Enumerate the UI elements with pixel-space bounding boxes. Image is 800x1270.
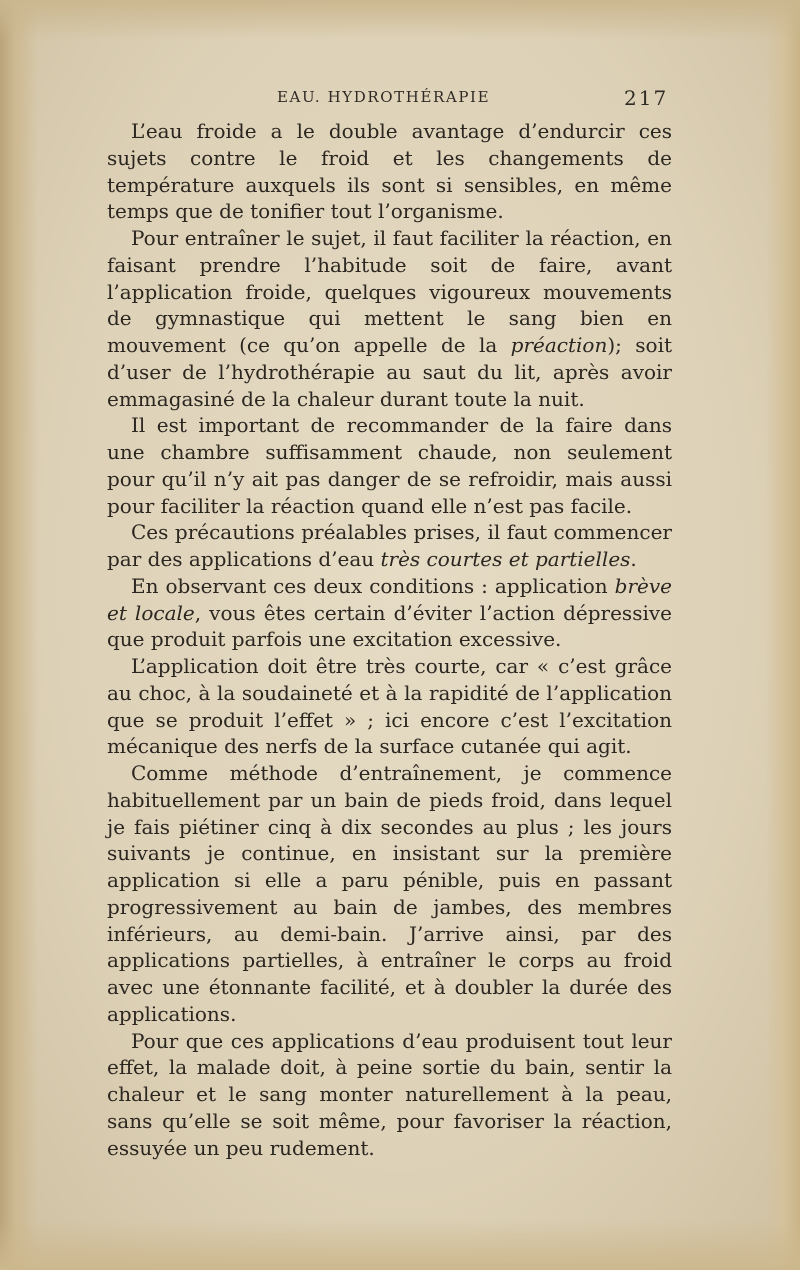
body-text <box>107 118 672 1161</box>
text-segment: Ces précautions préalables prises, il faut commencer par des applications d’eau <box>107 520 672 571</box>
paragraph <box>107 760 672 1028</box>
italic-text-segment: très courtes et partielles <box>380 547 631 571</box>
running-head <box>0 86 800 112</box>
page-number: 217 <box>624 86 669 110</box>
text-segment: L’eau froide a le double avantage d’endurcir ces sujets contre le froid et les changements de température auxquels ils sont si sensibles, en même temps que de tonifier tout l’organisme. <box>107 119 672 224</box>
paragraph <box>107 1028 672 1162</box>
page-edge-shadow-right <box>766 0 800 1270</box>
page-edge-shadow-top <box>0 0 800 40</box>
italic-text-segment: préaction <box>510 333 608 357</box>
text-segment: , vous êtes certain d’éviter l’action dépressive que produit parfois une excitation excessive. <box>107 600 672 652</box>
text-segment: L’application doit être très courte, car « c’est grâce au choc, à la soudaineté et à la rapidité de l’application que se produit l’effet » ; ici encore c’est l’excitation mécanique des nerfs de la surface cutanée qui agit. <box>107 654 672 759</box>
paragraph <box>107 412 672 519</box>
text-segment: Il est important de recommander de la faire dans une chambre suffisamment chaude, non seulement pour qu’il n’y ait pas danger de se refroidir, mais aussi pour faciliter la réaction quand elle n’est pas facile. <box>107 413 672 518</box>
running-title: EAU. HYDROTHÉRAPIE <box>277 88 491 106</box>
paragraph <box>107 519 672 573</box>
paragraph <box>107 118 672 225</box>
italic-text-segment: brève et locale <box>107 573 672 625</box>
paragraph <box>107 573 672 653</box>
text-segment: . <box>630 547 637 571</box>
text-segment: Pour entraîner le sujet, il faut faciliter la réaction, en faisant prendre l’habitude soit de faire, avant l’application froide, quelques vigoureux mouvements de gymnastique qui mettent le sang bien en mouvement (ce qu’on appelle de la <box>107 226 672 357</box>
paragraph <box>107 653 672 760</box>
page-edge-shadow-left <box>0 0 38 1270</box>
text-segment: Pour que ces applications d’eau produisent tout leur effet, la malade doit, à peine sortie du bain, sentir la chaleur et le sang monter naturellement à la peau, sans qu’elle se soit même, pour favoriser la réaction, essuyée un peu rudement. <box>107 1028 672 1160</box>
paragraph <box>107 225 672 412</box>
text-segment: ); soit d’user de l’hydrothérapie au saut du lit, après avoir emmagasiné de la chaleur durant toute la nuit. <box>107 333 673 411</box>
text-segment: Comme méthode d’entraînement, je commence habituellement par un bain de pieds froid, dans lequel je fais piétiner cinq à dix secondes au plus ; les jours suivants je continue, en insistant sur la première application si elle a paru pénible, puis en passant progressivement au bain de jambes, des membres inférieurs, au demi-bain. J’arrive ainsi, par des applications partielles, à entraîner le corps au froid avec une étonnante facilité, et à doubler la durée des applications. <box>107 761 672 1026</box>
page-edge-shadow-bottom <box>0 1220 800 1270</box>
text-segment: En observant ces deux conditions : application <box>131 573 615 598</box>
